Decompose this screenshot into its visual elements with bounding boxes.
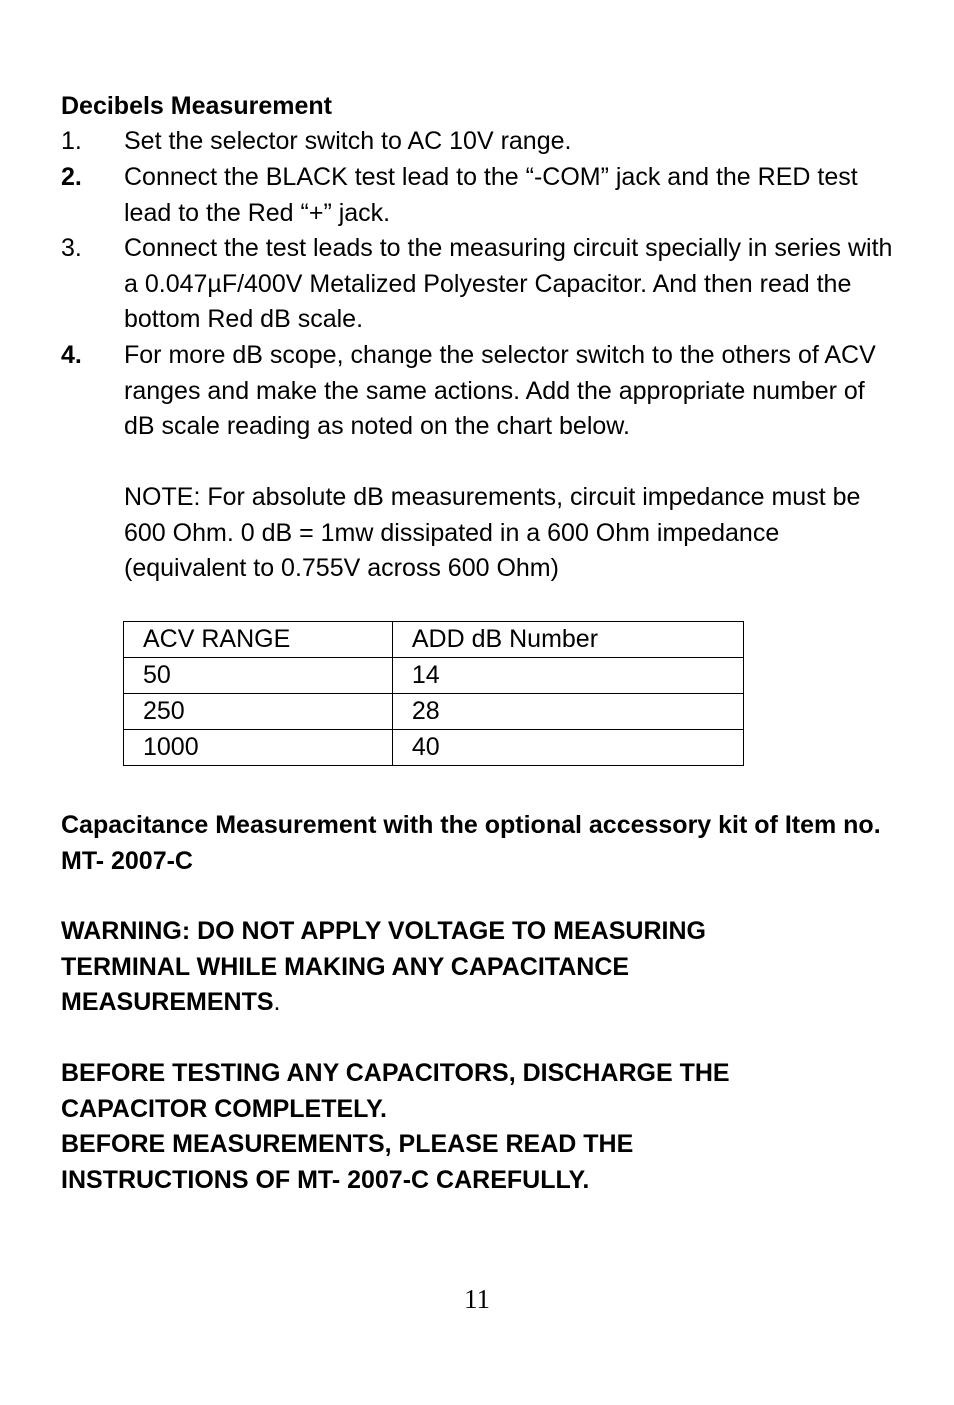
discharge-instruction: BEFORE TESTING ANY CAPACITORS, DISCHARGE THE CAPACITOR COMPLETELY.: [61, 1059, 730, 1123]
table-header-cell: ACV RANGE: [124, 622, 393, 658]
page-number: 11: [464, 1284, 490, 1314]
step-text: Connect the BLACK test lead to the “-COM” jack and the RED test lead to the Red “+” jack.: [124, 163, 858, 227]
table-header-row: [124, 622, 744, 658]
table-cell: 14: [392, 658, 743, 694]
impedance-note: NOTE: For absolute dB measurements, circuit impedance must be 600 Ohm. 0 dB = 1mw dissipated in a 600 Ohm impedance (equivalent to 0.755V across 600 Ohm): [124, 483, 861, 582]
step-number: 1.: [61, 127, 82, 155]
capacitance-warning: [61, 914, 821, 1021]
table-row: [124, 694, 744, 730]
table-header-cell: ADD dB Number: [392, 622, 743, 658]
step-number: 3.: [61, 234, 82, 262]
step-text: Connect the test leads to the measuring circuit specially in series with a 0.047µF/400V Metalized Polyester Capacitor. And then read the bottom Red dB scale.: [124, 234, 893, 333]
decibels-heading: Decibels Measurement: [61, 92, 332, 120]
table-cell: 28: [392, 694, 743, 730]
table-cell: 250: [124, 694, 393, 730]
acv-db-table: [123, 621, 744, 766]
table-cell: 40: [392, 730, 743, 766]
step-number: 4.: [61, 341, 82, 369]
table-row: [124, 658, 744, 694]
warning-text: WARNING: DO NOT APPLY VOLTAGE TO MEASURING TERMINAL WHILE MAKING ANY CAPACITANCE MEASUREMENTS: [61, 917, 706, 1016]
step-number: 2.: [61, 163, 82, 191]
step-text: For more dB scope, change the selector switch to the others of ACV ranges and make the same actions. Add the appropriate number of dB scale reading as noted on the chart below.: [124, 341, 876, 440]
table-cell: 1000: [124, 730, 393, 766]
read-instructions-notice: BEFORE MEASUREMENTS, PLEASE READ THE INSTRUCTIONS OF MT- 2007-C CAREFULLY.: [61, 1130, 634, 1194]
step-text: Set the selector switch to AC 10V range.: [124, 127, 572, 155]
table-row: [124, 730, 744, 766]
warning-period: .: [273, 988, 281, 1016]
table-cell: 50: [124, 658, 393, 694]
capacitance-heading: Capacitance Measurement with the optional accessory kit of Item no. MT- 2007-C: [61, 811, 881, 875]
